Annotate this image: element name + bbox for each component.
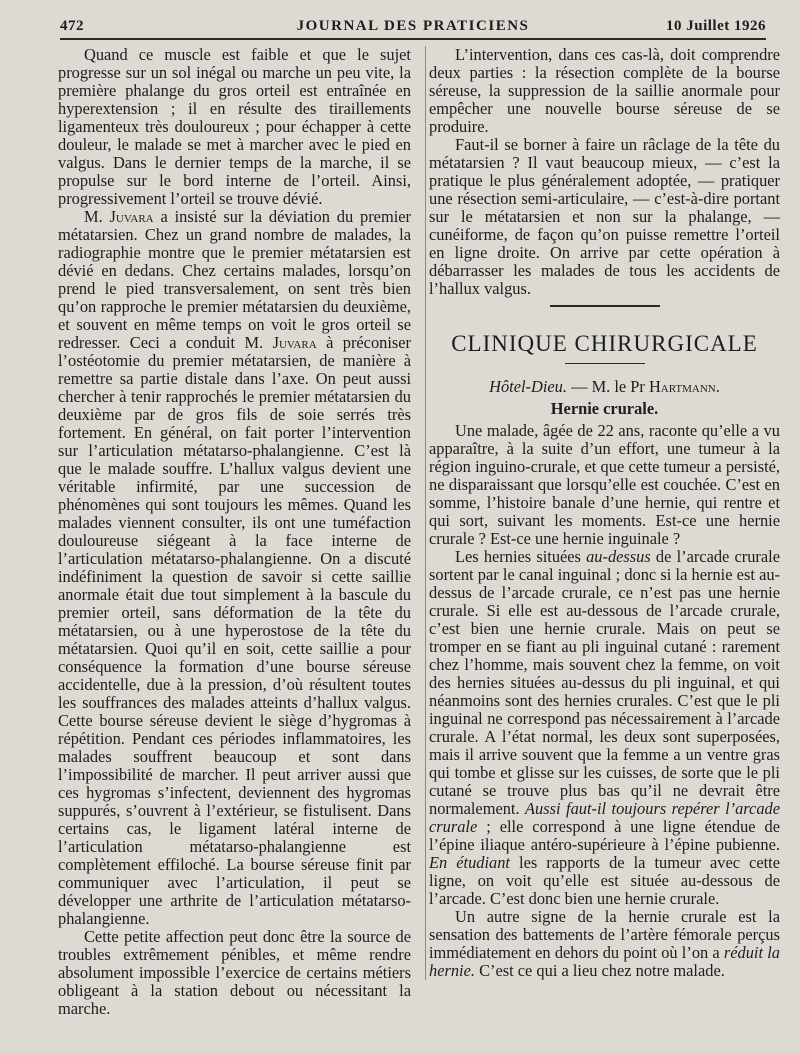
paragraph: Une malade, âgée de 22 ans, raconte qu’elle a vu apparaître, à la suite d’un effort, une tumeur à la région inguino-crurale, et que cette tumeur a persisté, ne disparaissant que lorsqu’elle est couchée. C’est en somme, l’histoire banale d’une hernie, qui rentre et qui sort, suivant les moments. Est-ce une hernie crurale ? Est-ce une hernie inguinale ? xyxy=(429,421,780,548)
section-title: CLINIQUE CHIRURGICALE xyxy=(451,331,758,356)
case-title: Hernie crurale. xyxy=(550,399,659,418)
paragraph: Faut-il se borner à faire un râclage de la tête du métatarsien ? Il vaut beaucoup mieux, — c’est la pratique le plus généralement adoptée, — pratiquer une résection semi-articulaire, — c’est-à-dire portant sur le métatarsien et non sur la phalange, — cunéiforme, de façon qu’on puisse remettre l’orteil en ligne droite. On arrive par cette opération à débarrasser les malades de tous les accidents de l’hallux valgus. xyxy=(429,135,780,298)
paragraph: Quand ce muscle est faible et que le sujet progresse sur un sol inégal ou marche un peu vite, la première phalange du gros orteil est entraînée en hyperextension ; il en résulte des tiraillements ligamenteux très douloureux ; pour échapper à cette douleur, le malade se met à marcher avec le pied en valgus. Dans le dernier temps de la marche, il se propulse sur le bord interne de l’orteil. Ainsi, progressivement l’orteil se trouve dévié. xyxy=(58,45,411,208)
professor-name: Hartmann. xyxy=(648,377,720,396)
hospital-name: Hôtel-Dieu. xyxy=(489,377,567,396)
clinic-subheading xyxy=(429,378,780,396)
paragraph-text: de l’arcade crurale sortent par le canal inguinal ; donc si la hernie est au-dessus de l’arcade crurale, ce n’est pas une hernie crurale. Si elle est au-dessous de l’arcade crurale, c’est bien une hernie crurale. Mais on peut se tromper en se fiant au pli inguinal cutané : rarement chez l’homme, mais souvent chez la femme, on voit des hernies situées au-dessus du pli inguinal, et qui néanmoins sont des hernies crurales. C’est que le pli inguinal ne correspond pas nécessairement à l’arcade crurale. A l’état normal, les deux sont superposées, mais il arrive souvent que la femme a un ventre gras qui tombe et glisse sur les cuisses, de sorte que le pli cutané se trouve plus bas qu’il ne devrait être normalement. xyxy=(429,547,780,818)
right-column xyxy=(425,46,780,980)
paragraph xyxy=(429,548,780,908)
title-underline xyxy=(565,363,645,364)
paragraph-text: les rapports de la tumeur avec cette ligne, on voit qu’elle est située au-dessous de l’arcade. C’est donc bien une hernie crurale. xyxy=(429,853,780,908)
emphasis: au-dessus xyxy=(586,547,651,566)
page-number: 472 xyxy=(60,18,84,34)
paragraph-text: Un autre signe de la hernie crurale est la sensation des battements de l’artère fémorale perçus immédiatement en dehors du point où l’on a xyxy=(429,907,780,962)
paragraph xyxy=(429,908,780,980)
journal-title: JOURNAL DES PRATICIENS xyxy=(296,18,530,34)
section-divider xyxy=(550,305,660,307)
emphasis: En étudiant xyxy=(429,853,510,872)
emphasis: Aussi faut-il toujours repérer l’arcade crurale xyxy=(429,799,780,836)
author-name: M. Juvara xyxy=(244,333,317,352)
left-column xyxy=(58,46,411,1018)
running-header xyxy=(60,16,766,40)
paragraph-text: ; elle correspond à une ligne étendue de l’épine iliaque antéro-supérieure à l’épine pubienne. xyxy=(429,817,780,854)
paragraph: Cette petite affection peut donc être la source de troubles extrêmement pénibles, et même rendre absolument impossible l’exercice de certains métiers obligeant à la station debout ou nécessitant la marche. xyxy=(58,927,411,1018)
paragraph xyxy=(58,208,411,928)
paragraph: L’intervention, dans ces cas-là, doit comprendre deux parties : la résection complète de la bourse séreuse, la suppression de la saillie anormale pour empêcher une nouvelle bourse séreuse de se produire. xyxy=(429,45,780,136)
issue-date: 10 Juillet 1926 xyxy=(666,18,766,34)
paragraph-text: à préconiser l’ostéotomie du premier métatarsien, de manière à remettre sa partie distale dans l’axe. On peut aussi chercher à tenir rapprochés le premier métatarsien du deuxième par de gros fils de soie serrés très fortement. En général, on fait porter l’intervention sur l’articulation métatarso-phalangienne. C’est là que le malade souffre. L’hallux valgus devient une véritable infirmité, par une succession de phénomènes qui sont toujours les mêmes. Quand les malades viennent consulter, ils ont une tuméfaction douloureuse siégeant à la face interne de l’articulation métatarso-phalangienne. On a discuté indéfiniment la question de savoir si cette saillie anormale était due tout simplement à la bascule du premier orteil, sans déformation de la tête du métatarsien, ou à une hyperostose de la tête du métatarsien. Quoi qu’il en soit, cette saillie a pour conséquence la formation d’une bourse séreuse accidentelle, due à la pression, d’où résultent toutes les souffrances des malades atteints d’hallux valgus. Cette bourse séreuse devient le siège d’hygromas à répétition. Pendant ces périodes inflammatoires, les malades souffrent beaucoup et sont dans l’impossibilité de marcher. Il peut arriver aussi que ces hygromas s’infectent, deviennent des hygromas suppurés, s’ouvrent à l’extérieur, se fistulisent. Dans certains cas, le ligament latéral interne de l’articulation métatarso-phalangienne est complètement effiloché. La bourse séreuse finit par communiquer avec l’articulation, il peut se développer une arthrite de l’articulation métatarso-phalangienne. xyxy=(58,333,412,928)
subheading-text: — M. le Pr xyxy=(566,377,649,396)
author-name: M. Juvara xyxy=(84,207,154,226)
paragraph-text: a insisté sur la déviation du premier métatarsien. Chez un grand nombre de malades, la radiographie montre que le premier métatarsien est dévié en dedans. Chez certains malades, lorsqu’on prend le pied transversalement, on sent très bien qu’on rapproche le premier métatarsien du deuxième, et souvent en même temps on voit le gros orteil se redresser. Ceci a conduit xyxy=(58,207,411,352)
paragraph-text: C’est ce qui a lieu chez notre malade. xyxy=(474,961,725,980)
paragraph-text: Les hernies situées xyxy=(455,547,587,566)
emphasis: réduit la hernie. xyxy=(429,943,780,980)
